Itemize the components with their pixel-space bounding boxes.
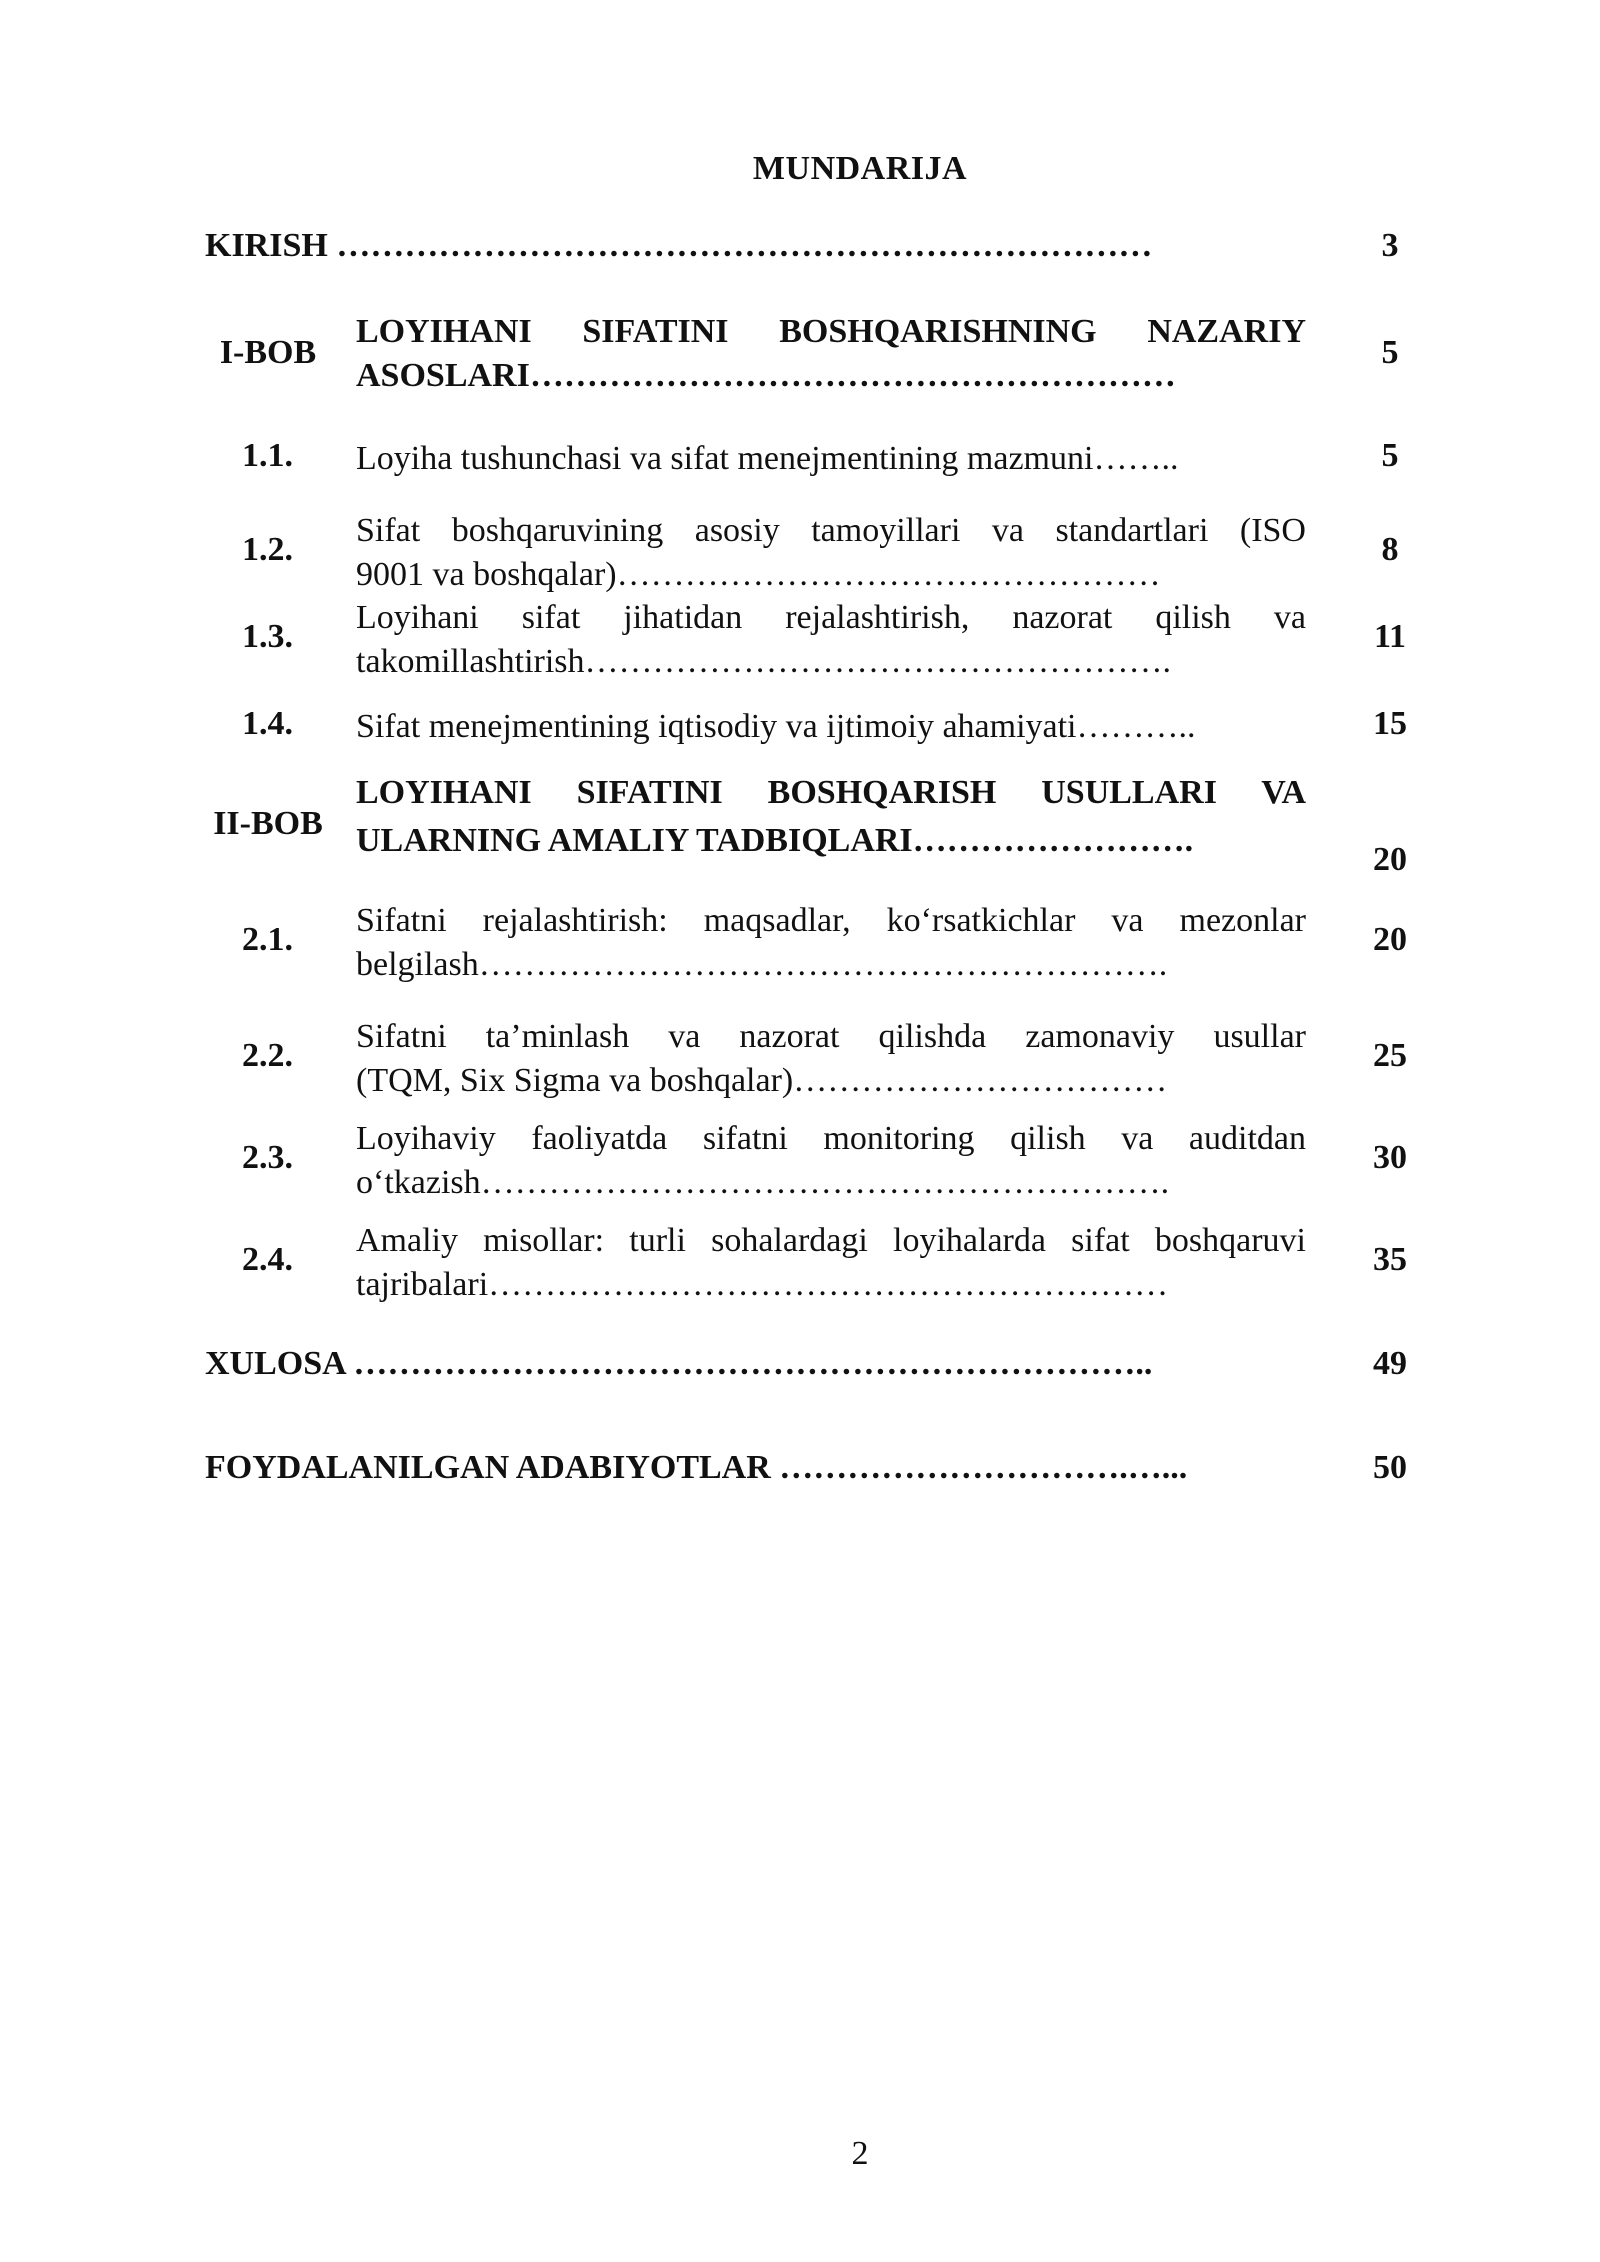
- section-title-line-1: Loyihani sifat jihatidan rejalashtirish, nazorat qilish va: [356, 599, 1306, 636]
- section-number: 1.4.: [242, 705, 293, 742]
- section-title-text: Sifat menejmentining iqtisodiy va ijtimoiy ahamiyati………..: [356, 708, 1196, 745]
- chapter-title-line-1: LOYIHANI SIFATINI BOSHQARISHNING NAZARIY: [356, 313, 1306, 350]
- section-title: [356, 705, 1306, 749]
- section-title-line-2: takomillashtirish…………………………………………….: [356, 643, 1172, 680]
- toc-page-number: 5: [1381, 334, 1399, 371]
- section-title-line-2: o‘tkazish…………………………………………………….: [356, 1164, 1170, 1201]
- section-number: 2.1.: [242, 921, 293, 958]
- section-number: 2.3.: [242, 1139, 293, 1176]
- section-number: 2.2.: [242, 1037, 293, 1074]
- chapter-title-line-2: ASOSLARI…………………………………………………: [356, 357, 1176, 394]
- toc-heading: MUNDARIJA: [752, 150, 968, 187]
- section-title: [356, 1219, 1306, 1307]
- section-number: 1.3.: [242, 618, 293, 655]
- section-title-line-1: Loyihaviy faoliyatda sifatni monitoring qilish va auditdan: [356, 1120, 1306, 1157]
- section-number: 2.4.: [242, 1241, 293, 1278]
- section-title-line-1: Sifatni ta’minlash va nazorat qilishda zamonaviy usullar: [356, 1018, 1306, 1055]
- section-title-line-2: tajribalari……………………………………………………: [356, 1266, 1169, 1303]
- section-title: [356, 437, 1306, 481]
- toc-entry-label: KIRISH ………………………………………………………………: [205, 227, 1153, 264]
- chapter-title: [356, 310, 1306, 398]
- chapter-title-line-1: LOYIHANI SIFATINI BOSHQARISH USULLARI VA: [356, 774, 1306, 811]
- section-title-line-2: (TQM, Six Sigma va boshqalar)……………………………: [356, 1062, 1168, 1099]
- toc-entry-label: XULOSA ……………………………………………………………..: [205, 1345, 1153, 1382]
- toc-page-number: 8: [1381, 531, 1399, 568]
- toc-entry-label: FOYDALANILGAN ADABIYOTLAR ………………………….…...: [205, 1449, 1188, 1486]
- section-title-line-1: Sifat boshqaruvining asosiy tamoyillari va standartlari (ISO: [356, 512, 1306, 549]
- section-title: [356, 596, 1306, 684]
- chapter-title: [356, 769, 1306, 865]
- toc-page-number: 20: [1373, 921, 1407, 958]
- toc-page-number: 11: [1373, 618, 1407, 655]
- section-title: [356, 1117, 1306, 1205]
- toc-page-number: 30: [1373, 1139, 1407, 1176]
- toc-page-number: 15: [1373, 705, 1407, 742]
- toc-page-number: 25: [1373, 1037, 1407, 1074]
- section-title: [356, 509, 1306, 597]
- toc-page-number: 20: [1373, 841, 1407, 878]
- section-number: 1.1.: [242, 437, 293, 474]
- section-title-line-1: Amaliy misollar: turli sohalardagi loyihalarda sifat boshqaruvi: [356, 1222, 1306, 1259]
- chapter-number: II-BOB: [213, 805, 323, 842]
- section-number: 1.2.: [242, 531, 293, 568]
- section-title: [356, 899, 1306, 987]
- section-title-text: Loyiha tushunchasi va sifat menejmentining mazmuni……..: [356, 440, 1179, 477]
- section-title: [356, 1015, 1306, 1103]
- toc-page-number: 3: [1381, 227, 1399, 264]
- toc-page-number: 50: [1373, 1449, 1407, 1486]
- toc-page-number: 49: [1373, 1345, 1407, 1382]
- toc-page-number: 5: [1381, 437, 1399, 474]
- section-title-line-2: 9001 va boshqalar)…………………………………………: [356, 556, 1161, 593]
- section-title-line-2: belgilash…………………………………………………….: [356, 946, 1168, 983]
- chapter-number: I-BOB: [219, 334, 317, 371]
- chapter-title-line-2: ULARNING AMALIY TADBIQLARI…………………….: [356, 822, 1194, 859]
- page-footer-number: 2: [851, 2135, 869, 2172]
- toc-page-number: 35: [1373, 1241, 1407, 1278]
- section-title-line-1: Sifatni rejalashtirish: maqsadlar, ko‘rsatkichlar va mezonlar: [356, 902, 1306, 939]
